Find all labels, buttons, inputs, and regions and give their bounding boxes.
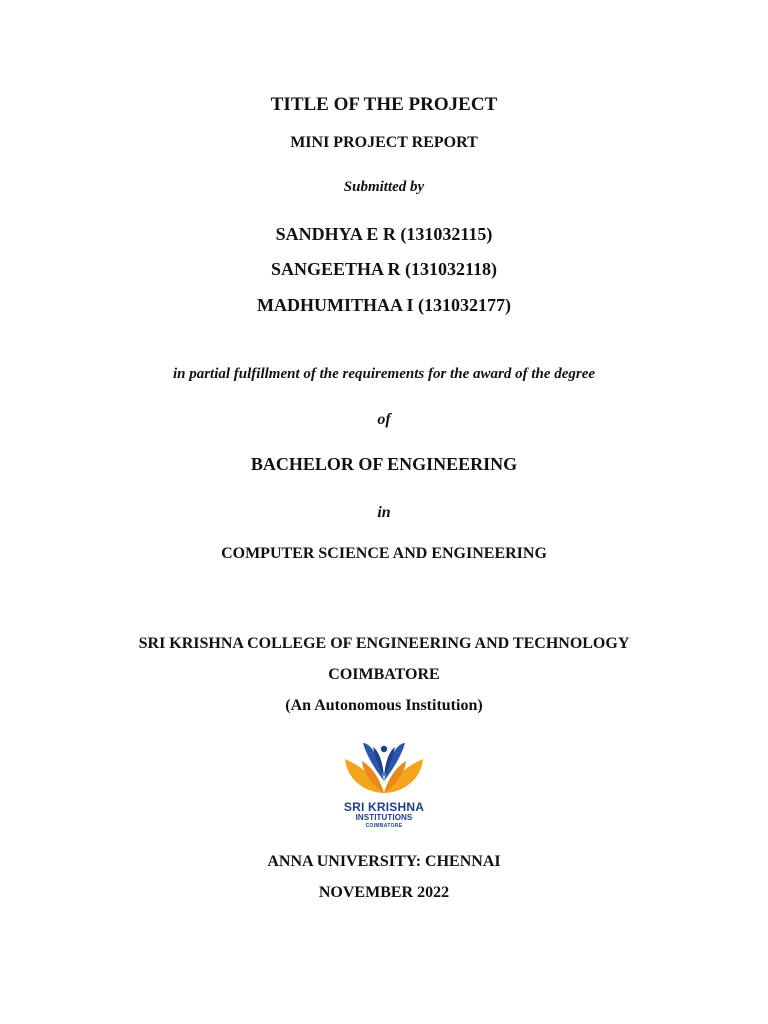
project-title: TITLE OF THE PROJECT bbox=[270, 94, 498, 115]
university-name: ANNA UNIVERSITY: CHENNAI bbox=[267, 853, 501, 870]
branch-name: COMPUTER SCIENCE AND ENGINEERING bbox=[221, 545, 547, 562]
lotus-emblem-icon bbox=[329, 735, 439, 801]
student-name: SANDHYA E R (131032115) bbox=[275, 224, 493, 244]
college-city: COIMBATORE bbox=[328, 666, 440, 683]
logo-text: SRI KRISHNA bbox=[343, 800, 425, 814]
in-label: in bbox=[377, 504, 391, 521]
institution-status: (An Autonomous Institution) bbox=[285, 697, 483, 714]
logo-text: INSTITUTIONS bbox=[355, 813, 413, 822]
institution-logo bbox=[329, 735, 439, 835]
student-name: MADHUMITHAA I (131032177) bbox=[257, 295, 511, 315]
logo-text: COIMBATORE bbox=[365, 823, 403, 829]
report-type: MINI PROJECT REPORT bbox=[290, 134, 478, 151]
submitted-by-label: Submitted by bbox=[343, 179, 425, 195]
college-name: SRI KRISHNA COLLEGE OF ENGINEERING AND TECHNOLOGY bbox=[138, 635, 630, 652]
student-name: SANGEETHA R (131032118) bbox=[270, 259, 498, 279]
degree-name: BACHELOR OF ENGINEERING bbox=[250, 454, 518, 474]
of-label: of bbox=[377, 411, 391, 428]
submission-date: NOVEMBER 2022 bbox=[318, 884, 450, 901]
fulfillment-statement: in partial fulfillment of the requirements for the award of the degree bbox=[172, 366, 596, 382]
